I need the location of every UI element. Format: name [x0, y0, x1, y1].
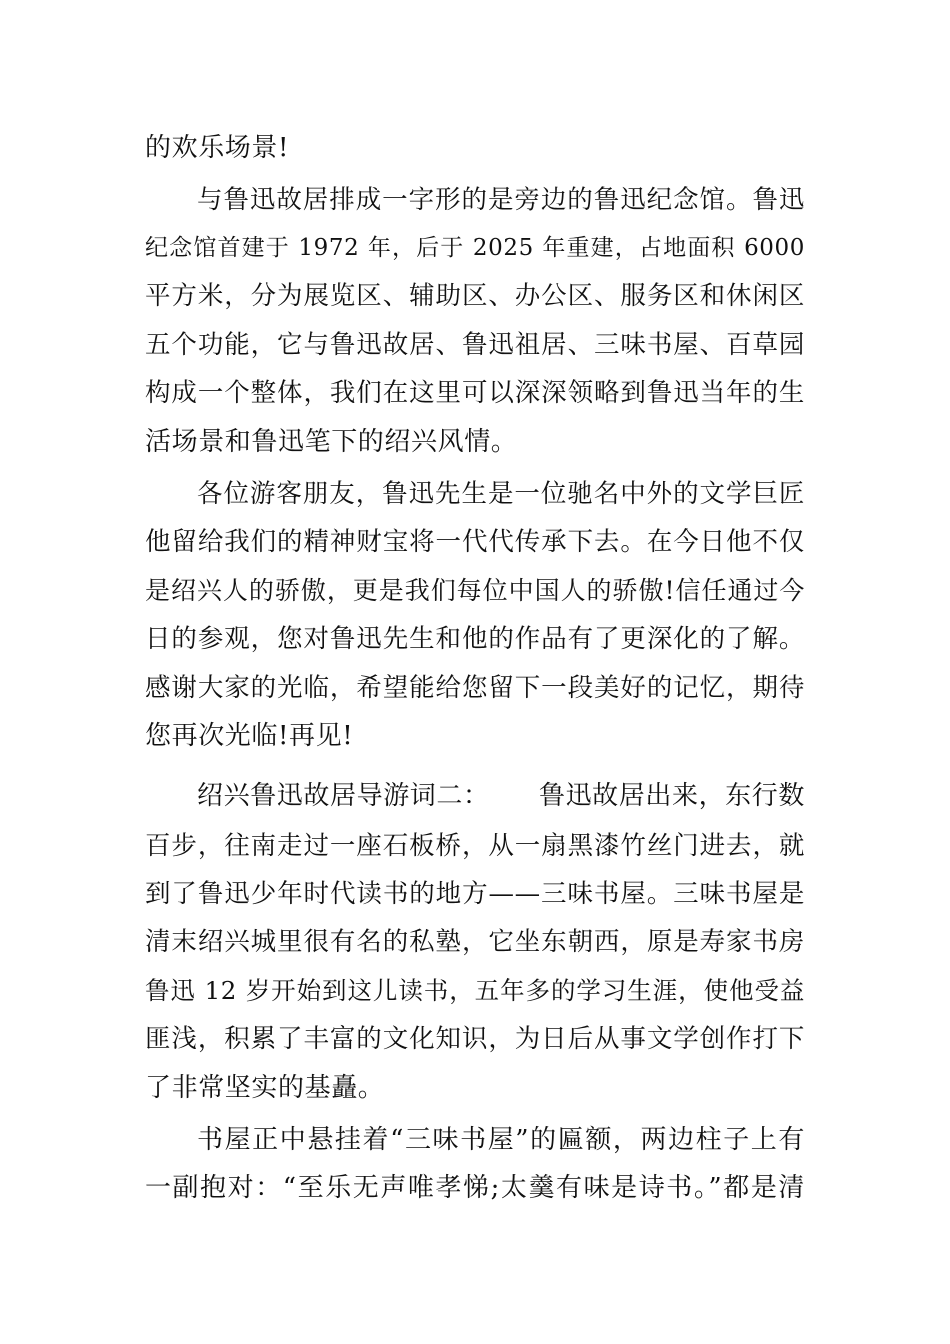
- text-line: 鲁迅故居出来，东行数: [538, 781, 805, 811]
- text-line: 五个功能，它与鲁迅故居、鲁迅祖居、三味书屋、百草园: [145, 330, 805, 360]
- text-line: 匪浅，积累了丰富的文化知识，为日后从事文学创作打下: [145, 1024, 805, 1054]
- heading-line: [197, 776, 805, 816]
- text-line: 的欢乐场景!: [145, 133, 290, 163]
- text-line: 百步，往南走过一座石板桥，从一扇黑漆竹丝门进去，就: [145, 831, 805, 861]
- text-line: 到了鲁迅少年时代读书的地方——三味书屋。三味书屋是: [145, 879, 805, 909]
- text-line: 书屋正中悬挂着“三味书屋”的匾额，两边柱子上有: [197, 1125, 805, 1155]
- text-line: 鲁迅 12 岁开始到这儿读书，五年多的学习生涯，使他受益: [145, 976, 805, 1005]
- text-line: 清末绍兴城里很有名的私塾，它坐东朝西，原是寿家书房: [145, 927, 805, 957]
- text-line: 平方米，分为展览区、辅助区、办公区、服务区和休闲区: [145, 281, 805, 311]
- text-line: 日的参观，您对鲁迅先生和他的作品有了更深化的了解。: [145, 624, 805, 654]
- text-line: 活场景和鲁迅笔下的绍兴风情。: [145, 427, 518, 457]
- text-line: 与鲁迅故居排成一字形的是旁边的鲁迅纪念馆。鲁迅: [197, 185, 805, 215]
- text-line: 感谢大家的光临，希望能给您留下一段美好的记忆，期待: [145, 673, 805, 703]
- text-line: 一副抱对：“至乐无声唯孝悌;太羹有味是诗书。”都是清: [145, 1173, 805, 1203]
- text-line: 他留给我们的精神财宝将一代代传承下去。在今日他不仅: [145, 527, 805, 557]
- text-line: 纪念馆首建于 1972 年，后于 2025 年重建，占地面积 6000: [145, 235, 805, 261]
- text-line: 各位游客朋友，鲁迅先生是一位驰名中外的文学巨匠: [197, 479, 805, 509]
- text-line: 您再次光临!再见!: [145, 721, 354, 751]
- text-line: 是绍兴人的骄傲，更是我们每位中国人的骄傲!信任通过今: [145, 576, 805, 605]
- text-line: 构成一个整体，我们在这里可以深深领略到鲁迅当年的生: [145, 378, 805, 408]
- section-heading: 绍兴鲁迅故居导游词二：: [197, 781, 490, 811]
- text-line: 了非常坚实的基矗。: [145, 1073, 385, 1103]
